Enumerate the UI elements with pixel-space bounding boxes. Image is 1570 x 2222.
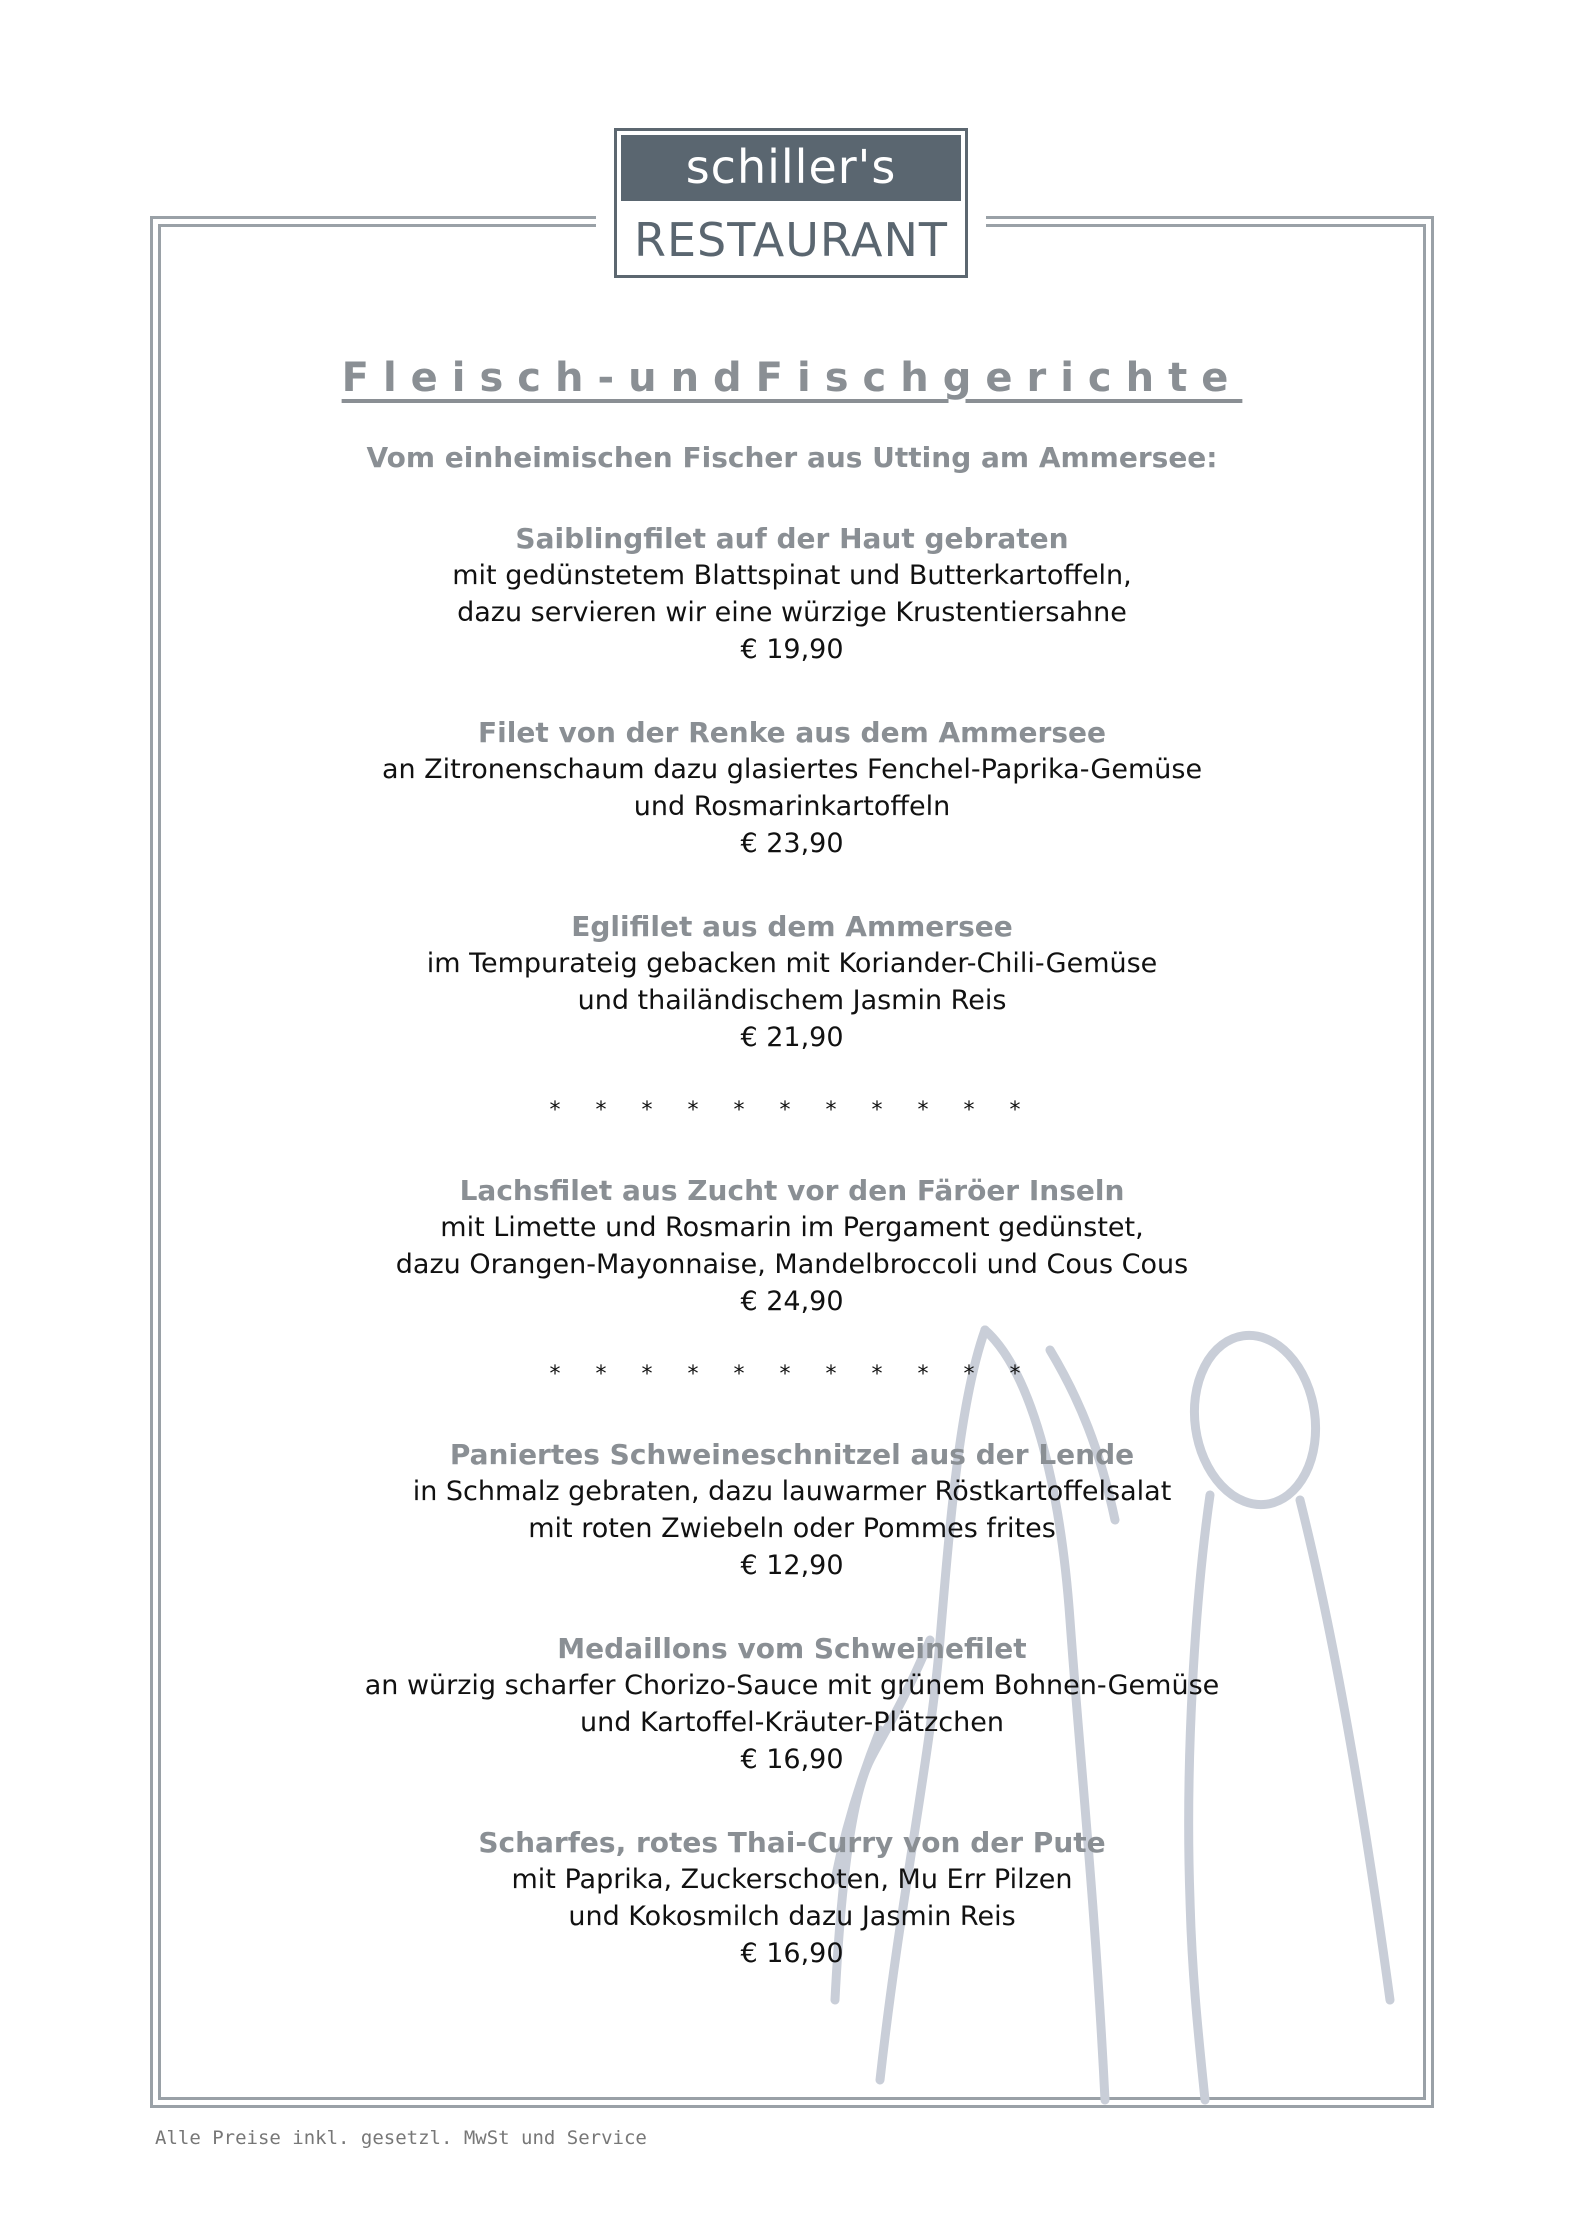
dish-description: und thailändischem Jasmin Reis — [577, 985, 1007, 1016]
dish-price: € 19,90 — [740, 634, 844, 665]
dish-name: Eglifilet aus dem Ammersee — [571, 910, 1013, 943]
restaurant-logo — [614, 128, 968, 278]
page-title: Fleisch-undFischgerichte — [341, 355, 1243, 401]
dish-name: Lachsfilet aus Zucht vor den Färöer Inseln — [459, 1174, 1125, 1207]
dish-price: € 16,90 — [740, 1938, 844, 1969]
dish-item — [160, 714, 1424, 862]
dish-price: € 23,90 — [740, 828, 844, 859]
dish-item — [160, 1824, 1424, 1972]
dish-item — [160, 520, 1424, 668]
dish-description: mit Limette und Rosmarin im Pergament gedünstet, — [440, 1212, 1144, 1243]
dish-name: Saiblingfilet auf der Haut gebraten — [515, 522, 1069, 555]
dish-name: Paniertes Schweineschnitzel aus der Lende — [449, 1438, 1135, 1471]
dish-item — [160, 1630, 1424, 1778]
dish-description: dazu Orangen-Mayonnaise, Mandelbroccoli und Cous Cous — [395, 1249, 1189, 1280]
dish-description: und Kokosmilch dazu Jasmin Reis — [568, 1901, 1016, 1932]
footer-note: Alle Preise inkl. gesetzl. MwSt und Service — [155, 2127, 647, 2149]
dish-description: mit roten Zwiebeln oder Pommes frites — [528, 1513, 1056, 1544]
logo-bottom-text: RESTAURANT — [634, 213, 948, 267]
dish-price: € 21,90 — [740, 1022, 844, 1053]
dish-price: € 24,90 — [740, 1286, 844, 1317]
dish-item — [160, 1172, 1424, 1320]
dish-description: im Tempurateig gebacken mit Koriander-Chili-Gemüse — [426, 948, 1158, 979]
dish-description: in Schmalz gebraten, dazu lauwarmer Röstkartoffelsalat — [412, 1476, 1172, 1507]
separator-asterisks: * * * * * * * * * * * — [549, 1362, 1035, 1387]
dish-description: und Rosmarinkartoffeln — [633, 791, 951, 822]
dish-description: mit gedünstetem Blattspinat und Butterkartoffeln, — [452, 560, 1132, 591]
dish-price: € 16,90 — [740, 1744, 844, 1775]
dish-description: an würzig scharfer Chorizo-Sauce mit grünem Bohnen-Gemüse — [364, 1670, 1220, 1701]
dish-description: und Kartoffel-Kräuter-Plätzchen — [580, 1707, 1004, 1738]
dish-description: mit Paprika, Zuckerschoten, Mu Err Pilzen — [511, 1864, 1073, 1895]
separator-asterisks: * * * * * * * * * * * — [549, 1098, 1035, 1123]
dish-item — [160, 908, 1424, 1056]
intro-text: Vom einheimischen Fischer aus Utting am Ammersee: — [366, 441, 1218, 474]
dish-item — [160, 1436, 1424, 1584]
logo-top-text: schiller's — [621, 135, 961, 201]
dish-description: an Zitronenschaum dazu glasiertes Fenchel-Paprika-Gemüse — [381, 754, 1203, 785]
dish-price: € 12,90 — [740, 1550, 844, 1581]
dish-name: Filet von der Renke aus dem Ammersee — [478, 716, 1106, 749]
dish-name: Scharfes, rotes Thai-Curry von der Pute — [478, 1826, 1106, 1859]
dish-name: Medaillons vom Schweinefilet — [557, 1632, 1027, 1665]
menu-content — [160, 355, 1424, 1972]
dish-description: dazu servieren wir eine würzige Krustentiersahne — [457, 597, 1127, 628]
